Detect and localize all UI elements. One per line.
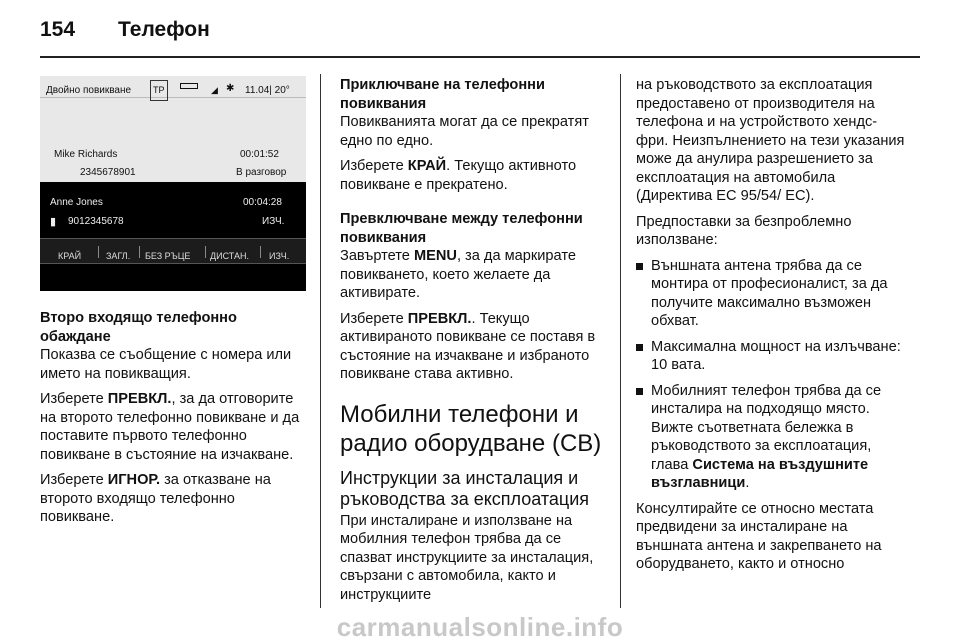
paragraph: на ръководството за експлоатация предоставено от производителя на телефона и на устройството хендс-фри. Неизпълнението на тези указания може да анулира разрешението за експлоатация на автомобила (Директива ЕС 95/54/ ЕС). (636, 77, 905, 204)
call2-name: Anne Jones (50, 197, 103, 208)
tp-badge: TP (150, 80, 168, 101)
paragraph: Завъртете MENU, за да маркирате повикването, което желаете да активирате. (340, 248, 576, 301)
column-3 (636, 76, 906, 581)
phone-icon: ▮ (50, 216, 57, 228)
call1-name: Mike Richards (54, 149, 118, 160)
call2-state: ИЗЧ. (262, 216, 285, 227)
column-1 (40, 76, 306, 534)
paragraph: Изберете ПРЕВКЛ.. Текущо активираното повикване се поставя в състояние на изчакване и избраното повикване става активно. (340, 310, 596, 382)
page-title: Телефон (118, 18, 210, 41)
battery-icon (180, 83, 198, 89)
menu-hold: ИЗЧ. (269, 251, 290, 261)
signal-icon: ◢ (211, 85, 218, 95)
menu-end: КРАЙ (58, 251, 82, 261)
column-divider (620, 74, 621, 608)
call2-number: 9012345678 (68, 216, 124, 227)
paragraph: Повикванията могат да се прекратят едно по едно. (340, 114, 589, 149)
clock: 11.04| 20° (245, 85, 290, 96)
list-item: Мобилният телефон трябва да се инсталира на подходящо място. Вижте съответната бележка в ръководството за експлоатация, глава Система на въздушните възглавници. (636, 382, 906, 493)
held-call-panel (40, 188, 306, 232)
call2-duration: 00:04:28 (243, 197, 282, 208)
paragraph: Изберете ИГНОР. за отказване на второто входящо телефонно повикване. (40, 472, 271, 525)
watermark: carmanualsonline.info (336, 612, 624, 642)
paragraph: Изберете КРАЙ. Текущо активното повикване е прекратено. (340, 158, 577, 193)
paragraph: При инсталиране и използване на мобилния телефон трябва да се спазват инструкциите за инсталация, свързани с автомобила, както и инструкциите (340, 512, 594, 603)
screen-title: Двойно повикване (46, 85, 132, 96)
requirements-list (636, 257, 906, 493)
list-item: Максимална мощност на излъчване: 10 вата. (636, 338, 906, 375)
menu-remote: ДИСТАН. (210, 251, 249, 261)
list-item: Външната антена трябва да се монтира от професионалист, за да получите максимално възможен обхват. (636, 257, 906, 331)
section-title: Мобилни телефони и радио оборудване (CB) (340, 400, 602, 457)
phone-screen-image (40, 76, 306, 291)
screen-menu-bar (40, 238, 306, 264)
bluetooth-icon: ✱ (226, 83, 235, 94)
paragraph: Консултирайте се относно местата предвидени за инсталиране на външната антена и закрепването на оборудването, както и относно (636, 500, 882, 572)
switch-calls-heading: Превключване между телефонни повиквания (340, 211, 583, 246)
status-bar (40, 76, 306, 98)
active-call-panel (40, 76, 306, 182)
call1-state: В разговор (236, 167, 287, 178)
menu-handsfree: БЕЗ РЪЦЕ (145, 251, 191, 261)
call1-number: 2345678901 (80, 167, 136, 178)
second-call-heading: Второ входящо телефонно обаждане (40, 310, 237, 345)
paragraph: Предпоставки за безпроблемно използване: (636, 213, 852, 248)
column-divider (320, 74, 321, 608)
end-calls-heading: Приключване на телефонни повиквания (340, 77, 545, 112)
page-number: 154 (40, 18, 76, 41)
column-2 (340, 76, 606, 611)
paragraph: Изберете ПРЕВКЛ., за да отговорите на второто телефонно повикване и да поставите първото телефонно повикване в състояние на изчакване. (40, 391, 300, 463)
menu-mute: ЗАГЛ. (106, 251, 131, 261)
paragraph: Показва се съобщение с номера или името на повикващия. (40, 347, 292, 382)
call1-duration: 00:01:52 (240, 149, 279, 160)
header-divider (40, 56, 920, 58)
subsection-title: Инструкции за инсталация и ръководства за експлоатация (340, 467, 590, 509)
